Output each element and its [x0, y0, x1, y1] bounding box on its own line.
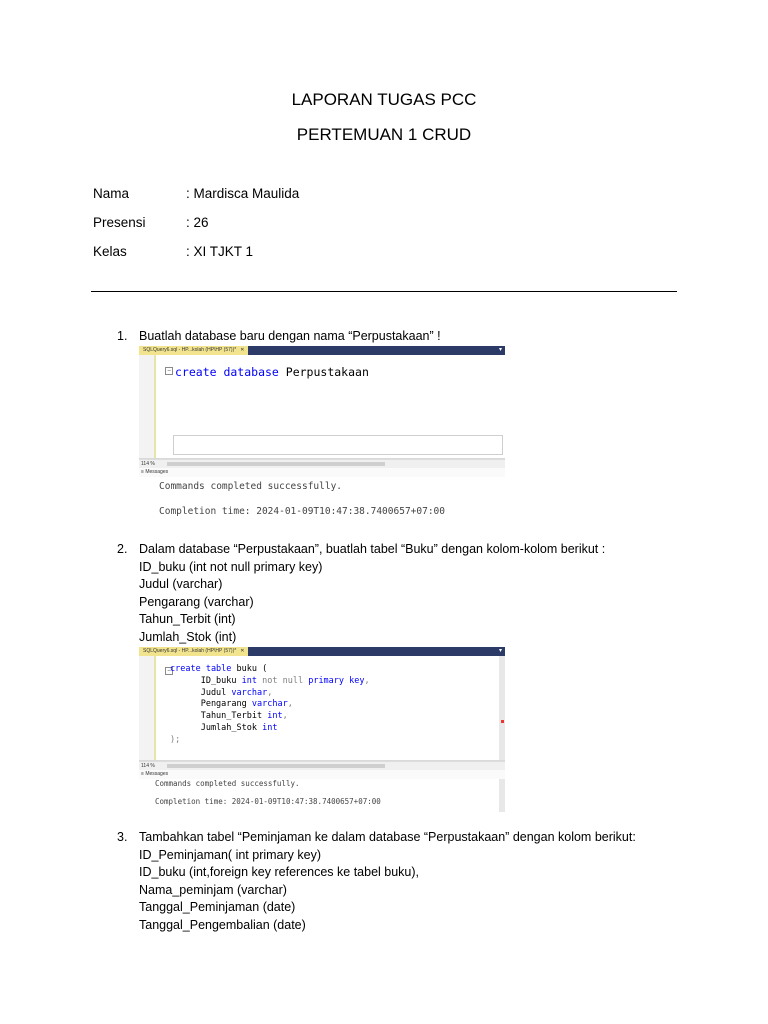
- code-keyword: varchar: [251, 699, 288, 710]
- document-subtitle: PERTEMUAN 1 CRUD: [296, 125, 472, 144]
- code-keyword: create database: [175, 365, 279, 379]
- code-line: [170, 688, 272, 698]
- column-spec: Tanggal_Peminjaman (date): [139, 900, 296, 914]
- messages-tab-label: Messages: [145, 771, 169, 777]
- column-spec: Nama_peminjam (varchar): [139, 882, 287, 897]
- chevron-down-icon[interactable]: ▾: [498, 347, 502, 353]
- code-keyword: create table: [170, 664, 232, 674]
- code-line: [170, 676, 370, 686]
- code-identifier: ID_buku: [170, 675, 242, 686]
- error-marker: [501, 720, 504, 723]
- question-text: Tambahkan tabel “Peminjaman ke dalam database “Perpustakaan” dengan kolom berikut:: [139, 830, 636, 844]
- message-success: Commands completed successfully.: [155, 779, 300, 788]
- query-tab-bar: [139, 346, 505, 355]
- horizontal-scrollbar[interactable]: [167, 462, 385, 466]
- document-title: LAPORAN TUGAS PCC: [291, 90, 477, 109]
- zoom-statusbar: [139, 459, 505, 468]
- question-number: 3.: [117, 830, 128, 844]
- code-punct: ,: [282, 711, 288, 722]
- code-line: [170, 664, 267, 674]
- column-spec: ID_buku (int not null primary key): [139, 559, 323, 574]
- change-marker: [154, 355, 156, 458]
- zoom-level[interactable]: 114 %: [141, 461, 155, 467]
- code-keyword: int: [262, 722, 278, 733]
- zoom-level[interactable]: 114 %: [141, 763, 155, 769]
- code-line: [170, 711, 288, 721]
- vertical-scrollbar[interactable]: [499, 656, 505, 760]
- column-spec: Tanggal_Pengembalian (date): [139, 917, 306, 932]
- collapse-icon[interactable]: −: [165, 367, 173, 375]
- editor-gutter: [139, 656, 155, 760]
- code-punct: ,: [287, 699, 293, 710]
- editor-input-area: [173, 435, 503, 455]
- vertical-scrollbar[interactable]: [499, 779, 505, 812]
- column-spec: ID_Peminjaman( int primary key): [139, 847, 321, 862]
- messages-tab[interactable]: ≡ Messages: [139, 468, 505, 477]
- horizontal-divider: [91, 291, 677, 292]
- code-line: [170, 723, 277, 733]
- code-keyword: varchar: [231, 687, 268, 698]
- kelas-label: Kelas: [93, 244, 127, 259]
- kelas-value: : XI TJKT 1: [186, 244, 254, 259]
- sql-screenshot-2: [139, 647, 505, 812]
- column-spec: Judul (varchar): [139, 577, 223, 591]
- presensi-label: Presensi: [93, 215, 146, 230]
- question-number: 1.: [117, 329, 128, 343]
- nama-label: Nama: [93, 186, 130, 201]
- column-spec: Pengarang (varchar): [139, 594, 254, 609]
- message-success: Commands completed successfully.: [159, 481, 343, 492]
- code-punct: ,: [267, 687, 273, 698]
- code-identifier: buku (: [231, 664, 268, 674]
- query-tab[interactable]: [139, 346, 248, 355]
- close-icon[interactable]: ✕: [240, 347, 245, 353]
- code-identifier: Judul: [170, 687, 232, 698]
- code-identifier: Jumlah_Stok: [170, 722, 263, 733]
- code-keyword: int: [241, 675, 258, 686]
- sql-screenshot-1: [139, 346, 505, 523]
- chevron-down-icon[interactable]: ▾: [498, 648, 502, 654]
- code-keyword: not null: [257, 675, 309, 686]
- code-line: [170, 699, 293, 709]
- column-spec: ID_buku (int,foreign key references ke tabel buku),: [139, 865, 420, 879]
- code-identifier: Perpustakaan: [278, 365, 369, 379]
- query-tab-label: SQLQuery6.sql - HP...kolah (HP\HP (57))*: [143, 347, 237, 353]
- editor-gutter: [139, 355, 155, 458]
- question-text: Buatlah database baru dengan nama “Perpustakaan” !: [139, 329, 441, 343]
- query-tab-bar: [139, 647, 505, 656]
- horizontal-scrollbar[interactable]: [167, 764, 385, 768]
- code-identifier: Pengarang: [170, 699, 252, 710]
- message-completion-time: Completion time: 2024-01-09T10:47:38.7400657+07:00: [155, 797, 381, 806]
- change-marker: [154, 656, 156, 760]
- presensi-value: : 26: [186, 215, 209, 230]
- nama-value: : Mardisca Maulida: [186, 186, 300, 201]
- messages-tab-label: Messages: [145, 469, 169, 475]
- code-keyword: int: [267, 711, 283, 722]
- code-block: [170, 664, 370, 747]
- code-line: );: [170, 734, 181, 745]
- query-tab[interactable]: [139, 647, 248, 656]
- code-keyword: primary key: [308, 675, 365, 686]
- question-number: 2.: [117, 542, 128, 556]
- collapse-icon[interactable]: −: [165, 667, 173, 675]
- query-editor[interactable]: [139, 656, 505, 761]
- zoom-statusbar: [139, 761, 505, 770]
- question-text: Dalam database “Perpustakaan”, buatlah tabel “Buku” dengan kolom-kolom berikut :: [139, 542, 606, 556]
- messages-tab[interactable]: ≡ Messages: [139, 770, 505, 779]
- column-spec: Jumlah_Stok (int): [139, 629, 237, 644]
- code-identifier: Tahun_Terbit: [170, 711, 268, 722]
- code-line: [175, 365, 369, 379]
- query-tab-label: SQLQuery6.sql - HP...kolah (HP\HP (57))*: [143, 648, 237, 654]
- code-punct: ,: [364, 675, 370, 686]
- messages-pane: [139, 779, 505, 812]
- column-spec: Tahun_Terbit (int): [139, 612, 236, 626]
- query-editor[interactable]: [139, 355, 505, 459]
- close-icon[interactable]: ✕: [240, 648, 245, 654]
- messages-pane: [139, 477, 505, 523]
- message-completion-time: Completion time: 2024-01-09T10:47:38.7400657+07:00: [159, 506, 445, 517]
